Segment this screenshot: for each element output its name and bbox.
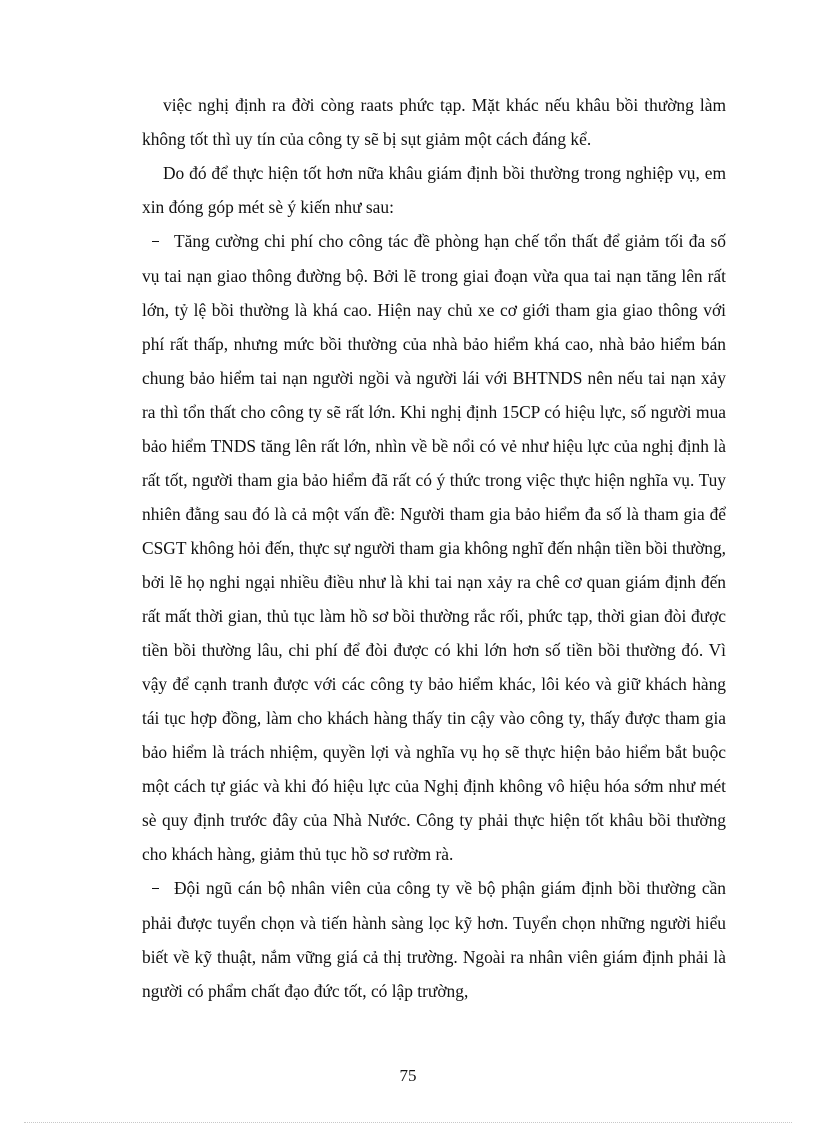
paragraph-text: Tăng cường chi phí cho công tác đề phòng hạn chế tổn thất để giảm tối đa số vụ tai nạn giao thông đường bộ. Bởi lẽ trong giai đoạn vừa qua tai nạn tăng lên rất lớn, tỷ lệ bồi thường là khá cao. Hiện nay chủ xe cơ giới tham gia giao thông với phí rất thấp, nhưng mức bồi thường của nhà bảo hiểm khá cao, nhà bảo hiểm bán chung bảo hiểm tai nạn người ngồi và người lái với BHTNDS nên nếu tai nạn xảy ra thì tổn thất cho công ty sẽ rất lớn. Khi nghị định 15CP có hiệu lực, số người mua bảo hiểm TNDS tăng lên rất lớn, nhìn về bề nổi có vẻ như hiệu lực của nghị định là rất tốt, người tham gia bảo hiểm đã rất có ý thức trong việc thực hiện nghĩa vụ. Tuy nhiên đằng sau đó là cả một vấn đề: Người tham gia bảo hiểm đa số là tham gia để CSGT không hỏi đến, thực sự người tham gia không nghĩ đến nhận tiền bồi thường, bởi lẽ họ nghi ngại nhiều điều như là khi tai nạn xảy ra chê cơ quan giám định đến rất mất thời gian, thủ tục làm hồ sơ bồi thường rắc rối, phức tạp, thời gian đòi được tiền bồi thường lâu, chi phí để đòi được có khi lớn hơn số tiền bồi thường đó. Vì vậy để cạnh tranh được với các công ty bảo hiểm khác, lôi kéo và giữ khách hàng tái tục hợp đồng, làm cho khách hàng thấy tin cậy vào công ty, thấy được tham gia bảo hiểm là trách nhiệm, quyền lợi và nghĩa vụ họ sẽ thực hiện bảo hiểm bắt buộc một cách tự giác và khi đó hiệu lực của Nghị định không vô hiệu hóa sớm như mét sè quy định trước đây của Nhà Nước. Công ty phải thực hiện tốt khâu bồi thường cho khách hàng, giảm thủ tục hồ sơ rườm rà.: [142, 231, 726, 864]
paragraph-text: Do đó để thực hiện tốt hơn nữa khâu giám định bồi thường trong nghiệp vụ, em xin đóng góp mét sè ý kiến như sau:: [142, 163, 726, 217]
paragraph-continuation: [142, 88, 726, 156]
page-number: 75: [399, 1066, 417, 1085]
paragraph-text: Đội ngũ cán bộ nhân viên của công ty về bộ phận giám định bồi thường cần phải được tuyển chọn và tiến hành sàng lọc kỹ hơn. Tuyển chọn những người hiểu biết về kỹ thuật, nắm vững giá cả thị trường. Ngoài ra nhân viên giám định phải là người có phẩm chất đạo đức tốt, có lập trường,: [142, 878, 726, 1001]
dash-bullet-icon: ⎯: [152, 881, 159, 896]
bullet-paragraph-staff: [142, 871, 726, 1008]
dash-bullet-icon: ⎯: [152, 234, 159, 249]
paragraph-text: việc nghị định ra đời còng raats phức tạp. Mặt khác nếu khâu bồi thường làm không tốt thì uy tín của công ty sẽ bị sụt giảm một cách đáng kể.: [142, 95, 726, 149]
page-body: [142, 88, 726, 1008]
paragraph-intro: [142, 156, 726, 224]
bullet-paragraph-cost: [142, 224, 726, 871]
